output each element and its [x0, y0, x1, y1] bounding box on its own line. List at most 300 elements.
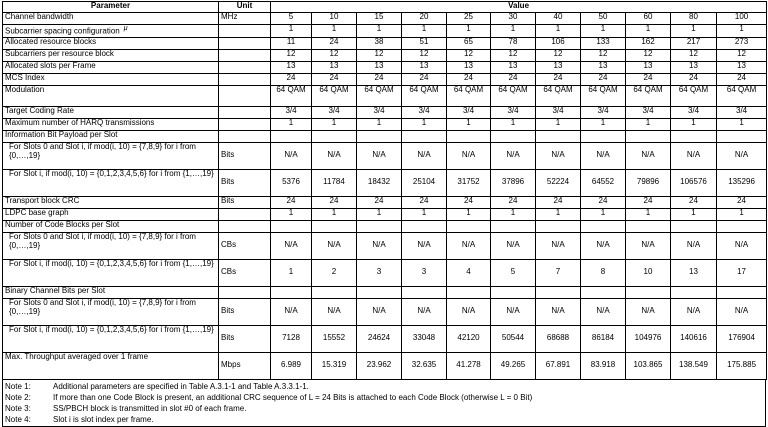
row-unit: [219, 106, 271, 118]
row-label: [3, 130, 219, 142]
row-label-text: Max. Throughput averaged over 1 frame: [5, 352, 149, 361]
value-cell: 64 QAM: [581, 85, 626, 106]
value-cell: 1: [491, 25, 536, 38]
row-unit: MHz: [219, 13, 271, 25]
row-label: [3, 196, 219, 208]
value-cell: 13: [312, 61, 357, 73]
row-label: [3, 220, 219, 232]
note-line: [5, 392, 763, 403]
table-row: [3, 325, 767, 352]
value-cell: N/A: [671, 232, 717, 259]
value-cell: 1: [536, 118, 581, 130]
value-cell: N/A: [581, 142, 626, 169]
value-cell: 1: [717, 118, 767, 130]
value-cell: 64552: [581, 169, 626, 196]
row-label-text: For Slots 0 and Slot i, if mod(i, 10) = {7,8,9} for i from {0,…,19}: [9, 298, 196, 316]
note-key: Note 4:: [5, 414, 31, 424]
note-key: Note 2:: [5, 392, 31, 402]
row-label: [3, 142, 219, 169]
row-label-text: Maximum number of HARQ transmissions: [5, 118, 155, 127]
row-unit: [219, 37, 271, 49]
value-cell: 133: [581, 37, 626, 49]
table-row: [3, 286, 767, 298]
value-cell: N/A: [626, 142, 671, 169]
value-cell: 273: [717, 37, 767, 49]
value-cell: 10: [626, 259, 671, 286]
value-cell: 80: [671, 13, 717, 25]
value-cell: N/A: [271, 298, 312, 325]
value-cell: 18432: [357, 169, 402, 196]
value-cell: 3/4: [312, 106, 357, 118]
value-cell: 13: [447, 61, 491, 73]
row-unit: Mbps: [219, 352, 271, 379]
note-key: Note 3:: [5, 403, 31, 413]
value-cell: 12: [357, 49, 402, 61]
value-cell: 64 QAM: [312, 85, 357, 106]
value-cell: 24: [402, 73, 447, 85]
value-cell: 24: [402, 196, 447, 208]
value-cell: 64 QAM: [671, 85, 717, 106]
value-cell: N/A: [491, 298, 536, 325]
value-cell: [491, 286, 536, 298]
table-row: [3, 232, 767, 259]
value-cell: N/A: [271, 142, 312, 169]
value-cell: 13: [581, 61, 626, 73]
value-cell: 1: [271, 259, 312, 286]
value-cell: 13: [491, 61, 536, 73]
value-cell: 1: [536, 25, 581, 38]
value-cell: 24: [447, 196, 491, 208]
value-cell: 15: [357, 13, 402, 25]
value-cell: 5: [271, 13, 312, 25]
value-cell: N/A: [447, 142, 491, 169]
row-unit: [219, 73, 271, 85]
table-row: [3, 352, 767, 379]
value-cell: 24: [536, 73, 581, 85]
throughput-parameter-table: [2, 1, 767, 380]
value-cell: 64 QAM: [491, 85, 536, 106]
value-cell: 12: [536, 49, 581, 61]
value-cell: 1: [312, 25, 357, 38]
value-cell: 12: [447, 49, 491, 61]
value-cell: [312, 130, 357, 142]
value-cell: N/A: [402, 298, 447, 325]
value-cell: [671, 220, 717, 232]
row-unit: [219, 61, 271, 73]
row-unit: CBs: [219, 259, 271, 286]
table-row: [3, 73, 767, 85]
value-cell: N/A: [671, 298, 717, 325]
value-cell: 24: [312, 73, 357, 85]
value-cell: 86184: [581, 325, 626, 352]
value-cell: N/A: [402, 232, 447, 259]
value-cell: 1: [491, 208, 536, 220]
value-cell: 24624: [357, 325, 402, 352]
value-cell: 3/4: [447, 106, 491, 118]
value-cell: 24: [626, 73, 671, 85]
value-cell: 17: [717, 259, 767, 286]
value-cell: [312, 286, 357, 298]
value-cell: 12: [717, 49, 767, 61]
value-cell: 13: [671, 259, 717, 286]
value-cell: N/A: [717, 298, 767, 325]
value-cell: 30: [491, 13, 536, 25]
header-value: Value: [271, 2, 767, 13]
value-cell: N/A: [447, 232, 491, 259]
value-cell: 24: [581, 73, 626, 85]
value-cell: [717, 220, 767, 232]
value-cell: 78: [491, 37, 536, 49]
value-cell: 1: [581, 208, 626, 220]
value-cell: 83.918: [581, 352, 626, 379]
value-cell: 25: [447, 13, 491, 25]
value-cell: N/A: [581, 298, 626, 325]
value-cell: 24: [717, 73, 767, 85]
row-label-text: Subcarriers per resource block: [5, 49, 114, 58]
value-cell: 79896: [626, 169, 671, 196]
row-label: [3, 232, 219, 259]
value-cell: 1: [357, 118, 402, 130]
row-label-text: Binary Channel Bits per Slot: [5, 286, 106, 295]
value-cell: 1: [671, 208, 717, 220]
row-label: [3, 85, 219, 106]
value-cell: 50: [581, 13, 626, 25]
row-label-text: For Slots 0 and Slot i, if mod(i, 10) = {7,8,9} for i from {0,…,19}: [9, 142, 196, 160]
value-cell: 3/4: [491, 106, 536, 118]
row-label-text: For Slot i, if mod(i, 10) = {0,1,2,3,4,5,6} for i from {1,…,19}: [9, 169, 214, 178]
value-cell: 175.885: [717, 352, 767, 379]
value-cell: 8: [581, 259, 626, 286]
row-unit: [219, 220, 271, 232]
note-line: [5, 414, 763, 425]
value-cell: 12: [402, 49, 447, 61]
value-cell: 138.549: [671, 352, 717, 379]
row-label: [3, 61, 219, 73]
value-cell: 1: [271, 25, 312, 38]
note-text: Slot i is slot index per frame.: [53, 414, 154, 424]
table-row: [3, 259, 767, 286]
spec-table-document: [2, 1, 766, 427]
table-row: [3, 196, 767, 208]
value-cell: 104976: [626, 325, 671, 352]
row-label-text: For Slots 0 and Slot i, if mod(i, 10) = {7,8,9} for i from {0,…,19}: [9, 232, 196, 250]
value-cell: 24: [312, 196, 357, 208]
value-cell: 15552: [312, 325, 357, 352]
row-label-symbol: μ: [123, 25, 128, 32]
table-row: [3, 298, 767, 325]
value-cell: 1: [271, 118, 312, 130]
value-cell: 24: [491, 73, 536, 85]
value-cell: 11784: [312, 169, 357, 196]
value-cell: 3/4: [402, 106, 447, 118]
value-cell: [626, 220, 671, 232]
row-label-text: For Slot i, if mod(i, 10) = {0,1,2,3,4,5,6} for i from {1,…,19}: [9, 259, 214, 268]
value-cell: N/A: [717, 232, 767, 259]
row-label: [3, 259, 219, 286]
value-cell: N/A: [626, 232, 671, 259]
value-cell: N/A: [491, 142, 536, 169]
row-unit: [219, 85, 271, 106]
value-cell: 1: [357, 208, 402, 220]
value-cell: 13: [717, 61, 767, 73]
header-unit: Unit: [219, 2, 271, 13]
value-cell: 10: [312, 13, 357, 25]
value-cell: 3: [402, 259, 447, 286]
value-cell: 20: [402, 13, 447, 25]
value-cell: [536, 286, 581, 298]
value-cell: [402, 286, 447, 298]
value-cell: 64 QAM: [271, 85, 312, 106]
value-cell: 1: [312, 118, 357, 130]
row-unit: Bits: [219, 325, 271, 352]
value-cell: 12: [671, 49, 717, 61]
value-cell: 13: [671, 61, 717, 73]
value-cell: 24: [312, 37, 357, 49]
value-cell: [312, 220, 357, 232]
row-label-text: Number of Code Blocks per Slot: [5, 220, 120, 229]
value-cell: 25104: [402, 169, 447, 196]
value-cell: N/A: [536, 298, 581, 325]
row-unit: Bits: [219, 298, 271, 325]
value-cell: 13: [536, 61, 581, 73]
value-cell: [581, 286, 626, 298]
value-cell: 1: [447, 25, 491, 38]
value-cell: 3/4: [536, 106, 581, 118]
value-cell: 5376: [271, 169, 312, 196]
value-cell: 64 QAM: [717, 85, 767, 106]
row-label: [3, 352, 219, 379]
row-label: [3, 13, 219, 25]
header-parameter: Parameter: [3, 2, 219, 13]
value-cell: 6.989: [271, 352, 312, 379]
row-unit: [219, 118, 271, 130]
value-cell: N/A: [447, 298, 491, 325]
value-cell: 67.891: [536, 352, 581, 379]
table-row: [3, 37, 767, 49]
table-row: [3, 169, 767, 196]
value-cell: N/A: [312, 232, 357, 259]
value-cell: 31752: [447, 169, 491, 196]
value-cell: 12: [581, 49, 626, 61]
note-line: [5, 381, 763, 392]
value-cell: 3/4: [626, 106, 671, 118]
value-cell: 1: [312, 208, 357, 220]
value-cell: 1: [402, 25, 447, 38]
row-label-text: Allocated slots per Frame: [5, 61, 96, 70]
value-cell: 64 QAM: [536, 85, 581, 106]
value-cell: [717, 130, 767, 142]
row-label-text: For Slot i, if mod(i, 10) = {0,1,2,3,4,5,6} for i from {1,…,19}: [9, 325, 214, 334]
row-label-text: MCS Index: [5, 73, 45, 82]
value-cell: N/A: [626, 298, 671, 325]
value-cell: 3/4: [357, 106, 402, 118]
value-cell: [536, 130, 581, 142]
value-cell: 1: [671, 25, 717, 38]
value-cell: 3/4: [581, 106, 626, 118]
table-row: [3, 130, 767, 142]
row-label: [3, 25, 219, 38]
value-cell: 24: [491, 196, 536, 208]
value-cell: [271, 130, 312, 142]
value-cell: 1: [536, 208, 581, 220]
value-cell: 51: [402, 37, 447, 49]
value-cell: [581, 220, 626, 232]
value-cell: [536, 220, 581, 232]
value-cell: 37896: [491, 169, 536, 196]
value-cell: 11: [271, 37, 312, 49]
value-cell: 15.319: [312, 352, 357, 379]
row-label-text: Modulation: [5, 85, 45, 94]
value-cell: [626, 130, 671, 142]
row-unit: Bits: [219, 196, 271, 208]
row-unit: Bits: [219, 142, 271, 169]
value-cell: N/A: [717, 142, 767, 169]
value-cell: [717, 286, 767, 298]
table-row: [3, 142, 767, 169]
value-cell: 162: [626, 37, 671, 49]
note-line: [5, 403, 763, 414]
value-cell: 24: [717, 196, 767, 208]
value-cell: 64 QAM: [447, 85, 491, 106]
value-cell: N/A: [271, 232, 312, 259]
value-cell: 49.265: [491, 352, 536, 379]
table-row: [3, 208, 767, 220]
value-cell: 64 QAM: [626, 85, 671, 106]
row-label: [3, 325, 219, 352]
value-cell: 42120: [447, 325, 491, 352]
value-cell: [357, 220, 402, 232]
note-text: Additional parameters are specified in Table A.3.1-1 and Table A.3.3.1-1.: [53, 381, 309, 391]
value-cell: [357, 286, 402, 298]
value-cell: 1: [357, 25, 402, 38]
notes-table: [2, 380, 766, 427]
value-cell: 60: [626, 13, 671, 25]
value-cell: 24: [671, 73, 717, 85]
value-cell: 52224: [536, 169, 581, 196]
row-label: [3, 208, 219, 220]
value-cell: N/A: [536, 142, 581, 169]
row-label-text: Allocated resource blocks: [5, 37, 97, 46]
value-cell: 3: [357, 259, 402, 286]
value-cell: [491, 130, 536, 142]
value-cell: 7: [536, 259, 581, 286]
row-label-text: Information Bit Payload per Slot: [5, 130, 118, 139]
row-label-text: Transport block CRC: [5, 196, 80, 205]
value-cell: 4: [447, 259, 491, 286]
value-cell: 3/4: [271, 106, 312, 118]
value-cell: N/A: [491, 232, 536, 259]
value-cell: [491, 220, 536, 232]
value-cell: 1: [626, 25, 671, 38]
value-cell: 1: [717, 25, 767, 38]
row-label: [3, 298, 219, 325]
value-cell: 24: [357, 73, 402, 85]
row-label-text: Channel bandwidth: [5, 12, 74, 21]
value-cell: 24: [536, 196, 581, 208]
note-key: Note 1:: [5, 381, 31, 391]
value-cell: N/A: [536, 232, 581, 259]
value-cell: 68688: [536, 325, 581, 352]
value-cell: 1: [402, 118, 447, 130]
value-cell: N/A: [402, 142, 447, 169]
value-cell: 33048: [402, 325, 447, 352]
value-cell: 140616: [671, 325, 717, 352]
value-cell: 100: [717, 13, 767, 25]
value-cell: 24: [626, 196, 671, 208]
row-label: [3, 106, 219, 118]
table-row: [3, 85, 767, 106]
value-cell: 5: [491, 259, 536, 286]
value-cell: 2: [312, 259, 357, 286]
value-cell: 1: [717, 208, 767, 220]
value-cell: N/A: [671, 142, 717, 169]
value-cell: N/A: [581, 232, 626, 259]
value-cell: 1: [447, 208, 491, 220]
value-cell: 1: [626, 208, 671, 220]
value-cell: 32.635: [402, 352, 447, 379]
value-cell: [626, 286, 671, 298]
table-row: [3, 61, 767, 73]
row-label: [3, 49, 219, 61]
value-cell: [671, 286, 717, 298]
value-cell: 24: [671, 196, 717, 208]
value-cell: [357, 130, 402, 142]
row-unit: [219, 286, 271, 298]
row-unit: [219, 25, 271, 38]
value-cell: 106: [536, 37, 581, 49]
value-cell: N/A: [357, 142, 402, 169]
value-cell: 13: [271, 61, 312, 73]
value-cell: 24: [581, 196, 626, 208]
table-row: [3, 106, 767, 118]
value-cell: [402, 130, 447, 142]
value-cell: 135296: [717, 169, 767, 196]
value-cell: 176904: [717, 325, 767, 352]
value-cell: 1: [671, 118, 717, 130]
value-cell: 38: [357, 37, 402, 49]
value-cell: [271, 220, 312, 232]
value-cell: [447, 220, 491, 232]
value-cell: 64 QAM: [402, 85, 447, 106]
notes-cell: [3, 380, 766, 427]
row-unit: [219, 49, 271, 61]
value-cell: N/A: [312, 298, 357, 325]
value-cell: 1: [447, 118, 491, 130]
value-cell: 64 QAM: [357, 85, 402, 106]
value-cell: N/A: [357, 298, 402, 325]
row-label: [3, 37, 219, 49]
value-cell: 24: [271, 196, 312, 208]
value-cell: 7128: [271, 325, 312, 352]
value-cell: 1: [581, 118, 626, 130]
value-cell: 217: [671, 37, 717, 49]
value-cell: 1: [402, 208, 447, 220]
value-cell: 24: [447, 73, 491, 85]
value-cell: 13: [402, 61, 447, 73]
row-unit: Bits: [219, 169, 271, 196]
row-label: [3, 118, 219, 130]
value-cell: [402, 220, 447, 232]
value-cell: 1: [271, 208, 312, 220]
table-row: [3, 49, 767, 61]
row-unit: CBs: [219, 232, 271, 259]
row-label: [3, 73, 219, 85]
value-cell: [671, 130, 717, 142]
row-unit: [219, 130, 271, 142]
note-text: SS/PBCH block is transmitted in slot #0 of each frame.: [53, 403, 247, 413]
value-cell: 65: [447, 37, 491, 49]
note-text: If more than one Code Block is present, an additional CRC sequence of L = 24 Bits is attached to each Code Block (otherwise L = 0 Bit): [53, 392, 533, 402]
